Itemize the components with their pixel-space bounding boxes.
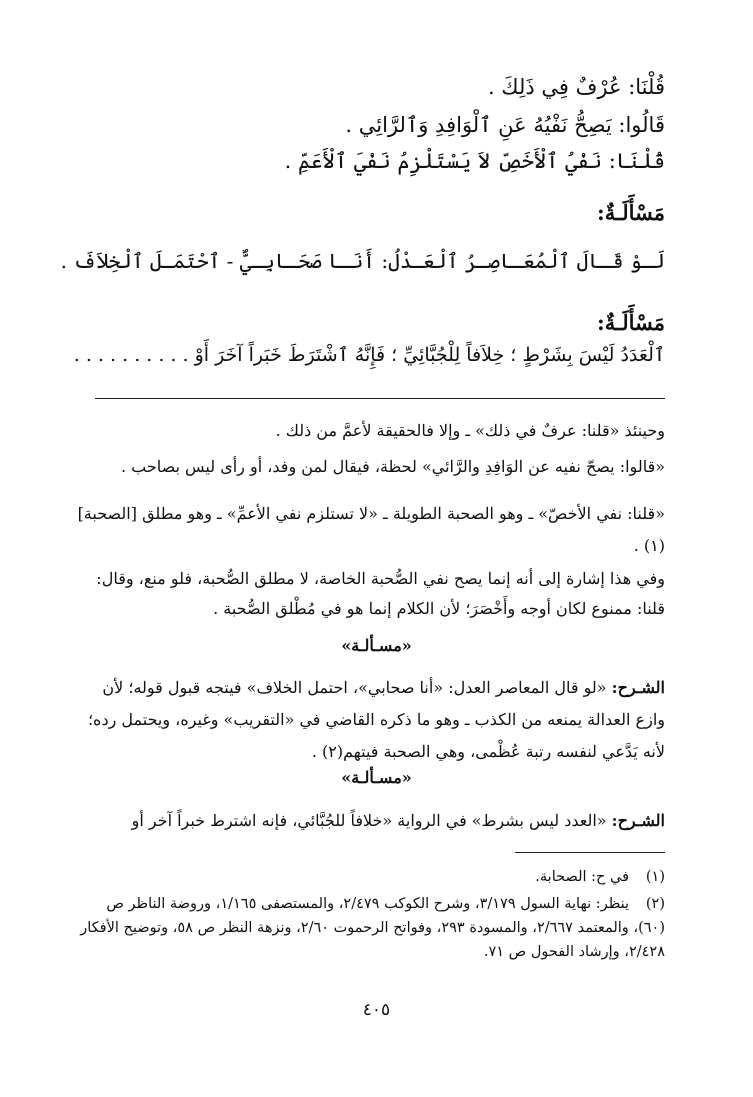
masala-label-2: «مسـألـة» <box>341 768 412 787</box>
sharh-paragraph-3: «قلنا: نفي الأخصّ» ـ وهو الصحبة الطويلة ـ «لا تستلزم نفي الأعمِّ» ـ وهو مطلق [الصحبة](١) . <box>77 504 665 555</box>
sharh-paragraph-6 <box>75 810 665 832</box>
matn-line-1: قُلْنَا: عُرْفٌ فِي ذَلِكَ . <box>487 75 665 99</box>
masala-heading-1: مَسْأَلَـةٌ: <box>597 200 665 225</box>
matn-line-4: لَـوْ قَـالَ ٱلْمُعَـاصِـرُ ٱلْعَـدْلُ: أَنَـا صَحَـابِـيٌّ - ٱحْتَمَـلَ ٱلْخِلاَفَ . <box>60 249 665 273</box>
sharh-lead-5: الشـرح: <box>611 678 665 697</box>
sharh-lead-6: الشـرح: <box>611 811 665 830</box>
separator-rule <box>95 398 665 399</box>
sharh-paragraph-4: وفي هذا إشارة إلى أنه إنما يصح نفي الصُّحبة الخاصة، لا مطلق الصُّحبة، فلو منع، وقال: قلنا: ممنوع لكان أوجه وأَخْصَرَ؛ لأن الكلام إنما هو في مُطْلق الصُّحبة . <box>96 569 665 618</box>
footnote-rule <box>515 852 665 853</box>
sharh-paragraph-5 <box>75 672 665 768</box>
masala-heading-2: مَسْأَلَـةٌ: <box>597 310 665 335</box>
footnote-1-text: في ح: الصحابة. <box>535 869 629 885</box>
footnote-2-text: ينظر: نهاية السول ٣/١٧٩، وشرح الكوكب ٢/٤٧٩، والمستصفى ١/١٦٥، وروضة الناظر ص (٦٠)، والمعتمد ٢/٦٦٧، والمسودة ٢٩٣، وفواتح الرحموت ٢/٦٠، ونزهة النظر ص ٥٨، وتوضيح الأفكار ٢/٤٢٨، وإرشاد الفحول ص ٧١. <box>80 896 665 960</box>
footnote-2-number: (٢) <box>645 896 665 912</box>
matn-line-2: قَالُوا: يَصِحُّ نَفْيُهُ عَنِ ٱلْوَافِدِ وَٱلرَّائِي . <box>345 113 665 137</box>
sharh-text-5: «لو قال المعاصر العدل: «أنا صحابي»، احتمل الخلاف» فيتجه قبول قوله؛ لأن وازع العدالة يمنعه من الكذب ـ وهو ما ذكره القاضي في «التقريب» وغيره، ويحتمل رده؛ لأنه يَدَّعي لنفسه رتبة عُظْمى، وهي الصحبة فيتهم(٢) . <box>87 678 665 761</box>
matn-line-5: ٱلْعَدَدُ لَيْسَ بِشَرْطٍ ؛ خِلاَفاً لِلْجُبَّائِيِّ ؛ فَإِنَّهُ ٱشْتَرَطَ خَبَراً آخَرَ أَوْ . . . . . . . . . . <box>73 344 665 366</box>
footnote-2 <box>75 892 665 964</box>
footnote-1-number: (١) <box>645 869 665 885</box>
sharh-paragraph-1: وحينئذ «قلنا: عرفٌ في ذلك» ـ وإلا فالحقيقة لأعمَّ من ذلك . <box>275 421 665 440</box>
masala-label-1: «مسـألـة» <box>341 636 412 655</box>
sharh-paragraph-2: «قالوا: يصحّ نفيه عن الوَافِدِ والرَّائي» لحظة، فيقال لمن وفد، أو رأى ليس بصاحب . <box>120 457 665 476</box>
footnote-1 <box>75 866 665 888</box>
matn-line-3: قُلْنَا: نَفْيُ ٱلْأَخَصِّ لاَ يَسْتَلْزِمُ نَفْيَ ٱلْأَعَمِّ . <box>284 149 665 173</box>
page-number: ٤٠٥ <box>362 1000 391 1020</box>
sharh-text-6: «العدد ليس بشرط» في الرواية «خلافاً للجُبَّائي، فإنه اشترط خبراً آخر أو <box>131 811 607 830</box>
